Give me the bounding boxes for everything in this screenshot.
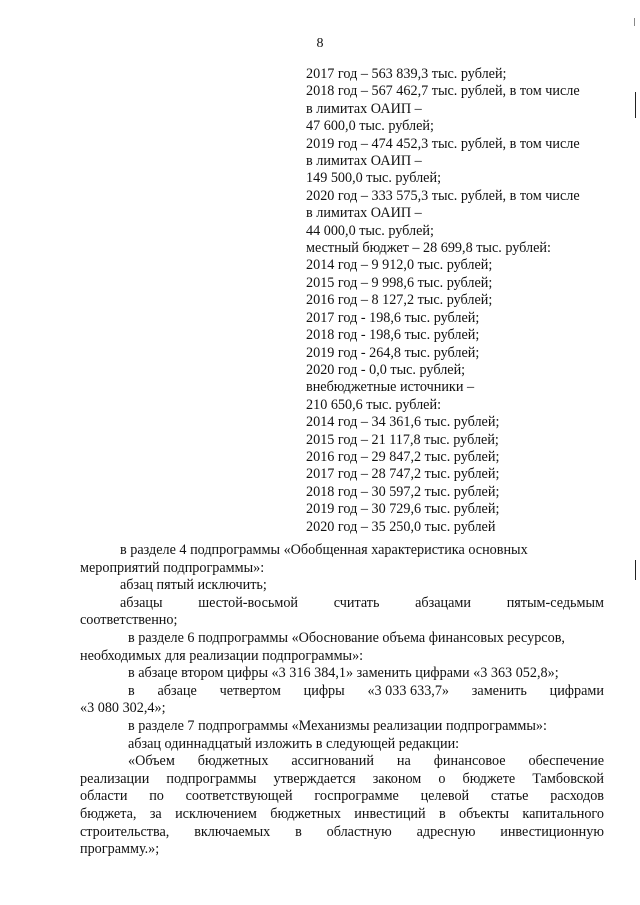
finance-line: 2019 год - 264,8 тыс. рублей; [306,344,480,361]
word: «Объем [128,753,175,770]
paragraph-line [120,665,604,683]
word: инвестиционную [500,823,604,840]
word: на [396,753,411,770]
word: четвертом [219,682,281,699]
word: подпрограммы [166,770,257,787]
paragraph-line [80,753,604,771]
finance-line: 2016 год – 8 127,2 тыс. рублей; [306,292,493,309]
word: заменить [471,682,527,699]
word: строительства, [80,823,170,840]
finance-line: 2014 год – 34 361,6 тыс. рублей; [306,414,500,431]
word: бюджетных [270,805,341,822]
paragraph-line [80,806,604,824]
finance-line: 2017 год - 198,6 тыс. рублей; [306,309,480,326]
finance-line: 2015 год – 9 998,6 тыс. рублей; [306,274,493,291]
paragraph-line [120,683,604,701]
finance-line: 210 650,6 тыс. рублей: [306,396,442,413]
word: о [438,770,446,787]
word: расходов [550,788,604,805]
scan-edge-mark [634,18,635,26]
word: абзацы [120,594,163,611]
finance-line: 2020 год – 333 575,3 тыс. рублей, в том числе [306,187,580,204]
word: ассигнований [291,753,374,770]
word: капитального [522,805,604,822]
text-line: абзац одиннадцатый изложить в следующей редакции: [128,735,460,752]
word: цифрами [549,682,604,699]
finance-line: 2016 год – 29 847,2 тыс. рублей; [306,448,500,465]
paragraph-line [80,824,604,842]
finance-line: 2018 год – 567 462,7 тыс. рублей, в том числе [306,83,580,100]
word: объекты [459,805,510,822]
word: финансовое [433,753,506,770]
word: области [80,788,128,805]
word: статье [490,788,529,805]
word: госпрограмме [314,788,399,805]
text-line: мероприятий подпрограммы»: [80,559,265,576]
finance-line: 47 600,0 тыс. рублей; [306,118,434,135]
quoted-paragraph [80,753,604,841]
word: областную [326,823,392,840]
word: считать [333,594,380,611]
word: реализации [80,770,150,787]
word: инвестиций [354,805,426,822]
scan-edge-mark [635,92,636,118]
word: в [295,823,302,840]
scan-edge-mark [635,560,636,580]
word: целевой [420,788,470,805]
finance-line: 2017 год – 563 839,3 тыс. рублей; [306,66,507,82]
finance-line: 2017 год – 28 747,2 тыс. рублей; [306,466,500,483]
word: законом [372,770,422,787]
paragraph-line [80,788,604,806]
paragraph-line [120,718,604,736]
finance-line: местный бюджет – 28 699,8 тыс. рублей: [306,240,551,257]
paragraph-line [80,560,604,578]
text-line: программу.»; [80,841,160,858]
finance-line: в лимитах ОАИП – [306,205,422,222]
page-number: 8 [316,36,324,51]
finance-line: 44 000,0 тыс. рублей; [306,222,434,239]
word: соответствующей [185,788,293,805]
finance-line: 2020 год - 0,0 тыс. рублей; [306,361,466,378]
text-line: необходимых для реализации подпрограммы»: [80,647,364,664]
word: бюджетных [197,753,269,770]
word: утверждается [273,770,356,787]
paragraph-line [120,630,604,648]
finance-line: 2018 год - 198,6 тыс. рублей; [306,327,480,344]
finance-line: 2018 год – 30 597,2 тыс. рублей; [306,483,500,500]
text-line: в разделе 7 подпрограммы «Механизмы реализации подпрограммы»: [128,717,547,734]
word: адресную [416,823,476,840]
word: абзацами [415,594,471,611]
word: абзаце [157,682,197,699]
word: обеспечение [528,753,604,770]
word: в [438,805,446,822]
text-line: в разделе 4 подпрограммы «Обобщенная характеристика основных [120,542,528,558]
word: Тамбовской [532,770,604,787]
paragraph-line [120,595,604,613]
paragraph-line [80,648,604,666]
text-line: в абзаце втором цифры «3 316 384,1» заменить цифрами «3 363 052,8»; [128,665,559,682]
word: бюджете [462,770,516,787]
paragraph-line [80,700,604,718]
word: включаемых [194,823,271,840]
finance-line: 2014 год – 9 912,0 тыс. рублей; [306,257,493,274]
paragraph-line [80,771,604,789]
word: бюджета, [80,805,137,822]
text-line: в разделе 6 подпрограммы «Обоснование объема финансовых ресурсов, [128,629,565,646]
text-line: абзац пятый исключить; [120,577,267,594]
finance-line: 2020 год – 35 250,0 тыс. рублей [306,518,496,535]
amendment-text [80,542,604,859]
paragraph-line [80,841,604,859]
finance-line: в лимитах ОАИП – [306,100,422,117]
word: исключением [175,805,257,822]
paragraph-line [120,542,604,560]
word: цифры [303,682,345,699]
finance-line: в лимитах ОАИП – [306,153,422,170]
finance-line: 2019 год – 474 452,3 тыс. рублей, в том числе [306,135,580,152]
word: «3 033 633,7» [367,682,450,699]
paragraph-line [120,577,604,595]
word: шестой-восьмой [198,594,299,611]
text-line: соответственно; [80,612,178,629]
word: пятым-седьмым [506,594,604,611]
finance-line: 149 500,0 тыс. рублей; [306,170,442,187]
finance-line: внебюджетные источники – [306,379,475,396]
word: за [149,805,162,822]
finance-column [306,66,616,536]
finance-line: 2019 год – 30 729,6 тыс. рублей; [306,501,500,518]
word: в [128,682,135,699]
word: по [149,788,164,805]
paragraph-line [120,736,604,754]
finance-line: 2015 год – 21 117,8 тыс. рублей; [306,431,499,448]
text-line: «3 080 302,4»; [80,700,166,717]
paragraph-line [80,612,604,630]
